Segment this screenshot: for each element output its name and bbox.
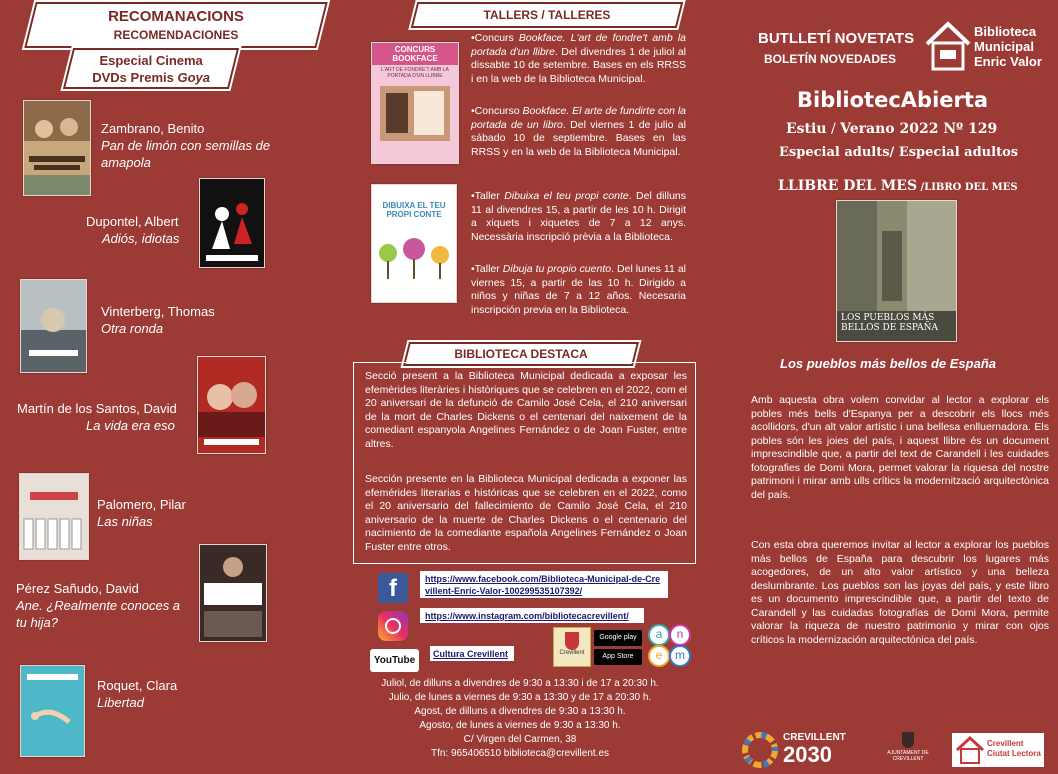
bookface-poster-text: L'ART DE FONDRE'T AMB LA PORTADA D'UN LLIBRE [381,67,449,79]
dibuixa-cat-text: •Taller Dibuixa el teu propi conte. Del dilluns 11 al divendres 15, a partir de les 10 h. Dirigit a xiquets i xiquetes de 7 a 12 anys. Necessària inscripció prèvia a la Biblioteca. [471,190,687,243]
poster-art [24,101,90,195]
poster-art [21,666,84,756]
crevillent-app-icon[interactable] [553,627,591,667]
library-logo [924,18,1052,74]
book-title: Los pueblos más bellos de España [780,356,997,371]
poster-art [200,545,266,641]
book-cover [836,200,957,342]
bookface-poster [371,42,459,164]
dvds-goya: DVDs Premis Goya [92,70,211,85]
crevillent-2030-logo [742,730,866,770]
book-description-cat: Amb aquesta obra volem convidar al lector a explorar els pobles més bells d'Espanya per a descobrir els llocs més acollidors, d'un alt valor artístic i una bellesa enlluernadora. Els pobles són les joies del país, i aquest llibre és un document imprescindible que, a partir del text de Carandell i les cuidades fotografies de Domi Mora, permet valorar la riquesa del nostre patrimoni i mirar amb ulls crítics la modernització arquitectònica del país. [751,394,1049,501]
movie-title: Las niñas [97,514,153,529]
especial-cinema-banner [63,48,239,89]
movie-author: Martín de los Santos, David [17,401,177,416]
biblioteca-destaca-banner: BIBLIOTECA DESTACA [403,342,639,366]
google-play-badge[interactable]: Google play [594,630,642,646]
ajuntament-label: AJUNTAMENT DE CREVILLENT [887,750,929,762]
bookface-es-text: •Concurso Bookface. El arte de fundirte con la portada de un libro. Del viernes 1 de julio al sábado 10 de septiembre. Bases en las RRSS y en la web de la Biblioteca Municipal. [471,105,687,158]
anem-a-icon[interactable]: a [648,624,670,646]
crevillent-label: CREVILLENT [783,732,846,743]
dibuixa-es-text: •Taller Dibuja tu propio cuento. Del lunes 11 al viernes 15, a partir de las 10 h. Dirigido a niños y niñas de 7 a 12 años. Necesaria inscripción previa en la Biblioteca. [471,263,687,316]
destaca-cat-text: Secció present a la Biblioteca Municipal dedicada a exposar les efemèrides literàries i històriques que se celebren en el 2022, com el 20 aniversari de la defunció de Camilo José Cela, el 210 aniversari de la mort de Charles Dickens o el centenari del naixement de la comediant espanyola Angelines Fernández o de Joan Fuster, entre altres. [365,370,687,450]
movie-author: Roquet, Clara [97,678,178,693]
movie-author: Vinterberg, Thomas [101,304,215,319]
crest-icon [902,732,914,748]
house-icon [924,18,972,72]
recomanacions-banner [24,2,327,48]
movie-cover-las-ninas [19,473,89,560]
dibuixa-poster-art [372,223,456,283]
movie-title: Ane. ¿Realmente conoces a tu hija? [16,598,181,630]
instagram-link[interactable]: https://www.instagram.com/bibliotecacrevillent/ [425,611,629,621]
especial-cinema: Especial Cinema [99,53,203,68]
movie-title: Otra ronda [101,321,164,336]
poster-art [21,280,86,372]
anem-n-icon[interactable]: n [669,624,691,646]
book-description-es: Con esta obra queremos invitar al lector a explorar los pueblos más bellos de España para descubrir los lugares más acogedores, de un alto valor artístico y una belleza deslumbrante. Los pueblos son las joyas del país, y este libro es un documento imprescindible que, a partir del texto de Carandell y las cuidadas fotografías de Domi Mora, permite valorar la riqueza de nuestro patrimonio y mirar con ojos críticos la modernización arquitectónica del país. [751,539,1049,646]
bookface-poster-art [372,81,458,151]
youtube-icon[interactable] [370,649,419,672]
ajuntament-logo [884,732,932,772]
sdg-wheel-icon [742,732,778,768]
movie-cover-ane [199,544,267,642]
house-icon [955,735,985,765]
movie-cover-la-vida-era-eso [197,356,266,454]
poster-art [20,474,88,559]
instagram-icon[interactable] [378,611,408,641]
movie-cover-otra-ronda [20,279,87,373]
movie-title: Pan de limón con semillas de amapola [101,138,271,170]
movie-title: Adiós, idiotas [102,231,180,246]
logo-line2: Municipal [974,39,1034,54]
destaca-es-text: Sección presente en la Biblioteca Municipal dedicada a exponer las efemérides literarias e históricas que se celebren en el 2022, como el 20 aniversario del fallecimiento de Camilo José Cela, el 210 aniversario de la muerte de Charles Dickens o el centenario del nacimiento de la comediante española Angelines Fernández o Joan Fuster entre otros. [365,473,687,553]
logo-line3: Enric Valor [974,54,1042,69]
butlleti-novetats: BUTLLETÍ NOVETATS [758,30,915,47]
facebook-link[interactable]: https://www.facebook.com/Biblioteca-Municipal-de-Crevillent-Enric-Valor-100299535107392/ [425,574,661,596]
ciutat-lectora-logo [952,733,1044,767]
crevillent-year: 2030 [783,742,832,767]
especial-adults: Especial adults/ Especial adultos [779,145,1019,160]
anem-m-icon[interactable]: m [669,645,691,667]
recomanacions-title: RECOMANACIONS [108,8,244,25]
dibuixa-poster [371,184,457,303]
ciutat-lectora-label: Crevillent Ciutat Lectora [987,739,1041,758]
talleres-banner: TALLERS / TALLERES [411,2,683,28]
movie-author: Dupontel, Albert [86,214,179,229]
crevillent-app-label: Crevillent [559,650,585,656]
logo-line1: Biblioteca [974,24,1037,39]
movie-title: Libertad [97,695,144,710]
facebook-icon[interactable]: f [378,573,408,603]
movie-author: Palomero, Pilar [97,497,186,512]
season-issue: Estiu / Verano 2022 Nº 129 [786,121,998,137]
anem-e-icon[interactable]: e [648,645,670,667]
boletin-novedades: BOLETÍN NOVEDADES [764,52,897,66]
movie-author: Pérez Sañudo, David [16,581,139,596]
youtube-link[interactable]: Cultura Crevillent [433,649,509,659]
crest-icon [565,632,579,650]
bookface-cat-text: •Concurs Bookface. L'art de fondre't amb la portada d'un llibre. Del divendres 1 de juliol al dissabte 10 de setembre. Bases en els RRSS i en la web de la Biblioteca Municipal. [471,32,686,85]
llibre-del-mes: LLIBRE DEL MES /LIBRO DEL MES [778,178,1018,194]
movie-cover-libertad [20,665,85,757]
recomendaciones-subtitle: RECOMENDACIONES [113,28,239,42]
dibuixa-poster-title: DIBUIXA EL TEU PROPI CONTE [382,201,446,219]
biblioteca-abierta: BibliotecAbierta [797,88,989,112]
youtube-label: YouTube [373,655,416,666]
opening-hours: Juliol, de dilluns a divendres de 9:30 a 13:30 i de 17 a 20:30 h. Julio, de lunes a viernes de 9:30 a 13:30 y de 17 a 20:30 h. Agost, de dilluns a divendres de 9:30 a 13:30 h. Agosto, de lunes a viernes de 9:30 a 13:30 h. C/ Virgen del Carmen, 38 Tfn: 965406510 biblioteca@crevillent.es [381,678,659,759]
bookface-poster-title: CONCURS BOOKFACE [372,43,458,65]
movie-title: La vida era eso [86,418,175,433]
movie-cover-pan-de-limon [23,100,91,196]
movie-author: Zambrano, Benito [101,121,205,136]
poster-art [200,179,264,267]
book-cover-text: LOS PUEBLOS MÁS BELLOS DE ESPAÑA [841,313,939,333]
poster-art [198,357,265,453]
app-store-badge[interactable]: App Store [594,649,642,665]
movie-cover-adios-idiotas [199,178,265,268]
